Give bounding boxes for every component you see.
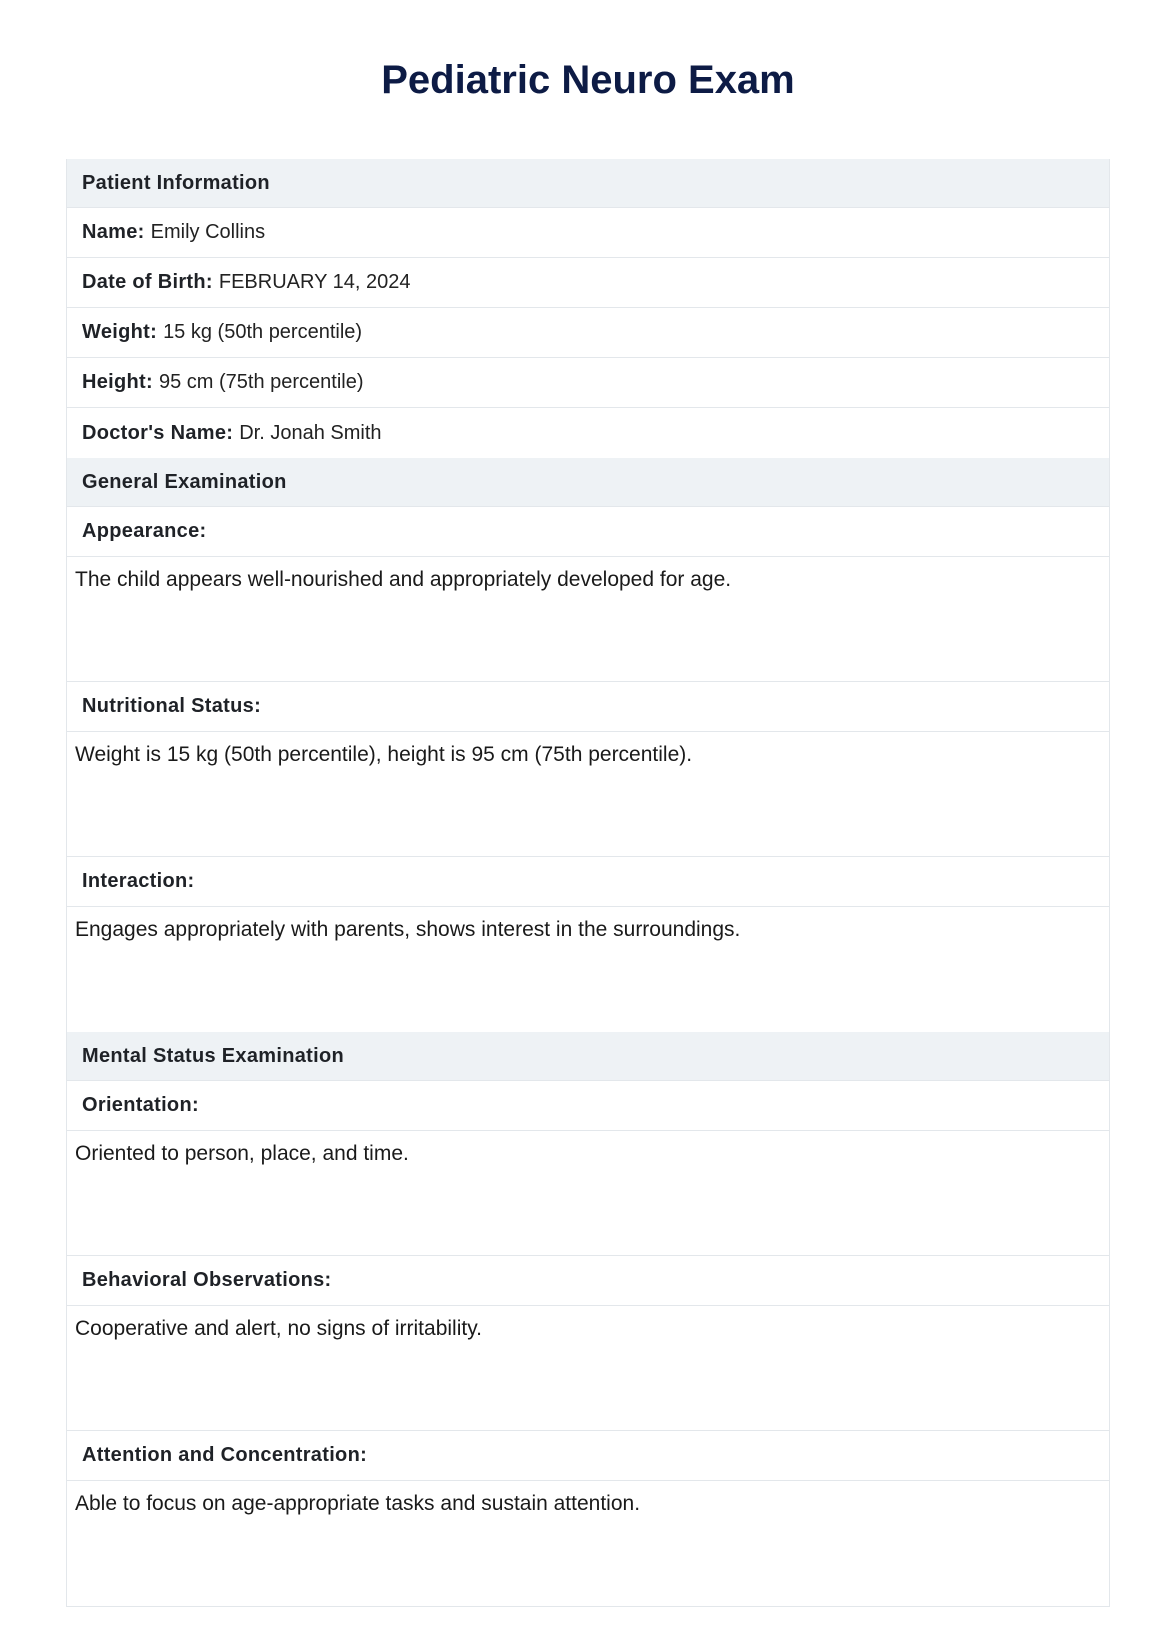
exam-form bbox=[66, 159, 1110, 1607]
field-label-orientation: Orientation: bbox=[82, 1094, 199, 1116]
section-header-mental-status-examination: Mental Status Examination bbox=[67, 1032, 1109, 1081]
field-label-date-of-birth: Date of Birth: bbox=[82, 271, 213, 293]
field-value-date-of-birth: FEBRUARY 14, 2024 bbox=[218, 271, 411, 293]
field-label-height: Height: bbox=[82, 371, 153, 393]
field-label-weight: Weight: bbox=[82, 321, 158, 343]
field-value-weight: 15 kg (50th percentile) bbox=[163, 321, 363, 343]
text-block-appearance: The child appears well-nourished and appropriately developed for age. bbox=[67, 557, 1109, 682]
field-row-behavioral-observations bbox=[67, 1256, 1109, 1306]
text-block-orientation: Oriented to person, place, and time. bbox=[67, 1131, 1109, 1256]
field-label-appearance: Appearance: bbox=[82, 520, 207, 542]
text-block-attention-and-concentration: Able to focus on age-appropriate tasks and sustain attention. bbox=[67, 1481, 1109, 1606]
page-title: Pediatric Neuro Exam bbox=[381, 58, 795, 102]
field-value-height: 95 cm (75th percentile) bbox=[158, 371, 364, 393]
field-row-date-of-birth bbox=[67, 258, 1109, 308]
field-row-attention-and-concentration bbox=[67, 1431, 1109, 1481]
field-row-name bbox=[67, 208, 1109, 258]
field-row-weight bbox=[67, 308, 1109, 358]
field-row-interaction bbox=[67, 857, 1109, 907]
field-label-nutritional-status: Nutritional Status: bbox=[82, 695, 262, 717]
field-row-nutritional-status bbox=[67, 682, 1109, 732]
field-row-height bbox=[67, 358, 1109, 408]
field-value-name: Emily Collins bbox=[150, 221, 266, 243]
section-header-patient-information: Patient Information bbox=[67, 159, 1109, 208]
field-value-doctor-name: Dr. Jonah Smith bbox=[239, 421, 382, 444]
text-block-interaction: Engages appropriately with parents, shows interest in the surroundings. bbox=[67, 907, 1109, 1032]
field-label-attention-and-concentration: Attention and Concentration: bbox=[82, 1444, 368, 1466]
field-label-interaction: Interaction: bbox=[82, 870, 195, 892]
field-label-name: Name: bbox=[82, 221, 145, 243]
field-row-doctor-name bbox=[67, 408, 1109, 458]
section-header-general-examination: General Examination bbox=[67, 458, 1109, 507]
text-block-nutritional-status: Weight is 15 kg (50th percentile), height is 95 cm (75th percentile). bbox=[67, 732, 1109, 857]
field-label-behavioral-observations: Behavioral Observations: bbox=[82, 1269, 332, 1291]
field-label-doctor-name: Doctor's Name: bbox=[82, 421, 234, 444]
text-block-behavioral-observations: Cooperative and alert, no signs of irritability. bbox=[67, 1306, 1109, 1431]
field-row-appearance bbox=[67, 507, 1109, 557]
field-row-orientation bbox=[67, 1081, 1109, 1131]
